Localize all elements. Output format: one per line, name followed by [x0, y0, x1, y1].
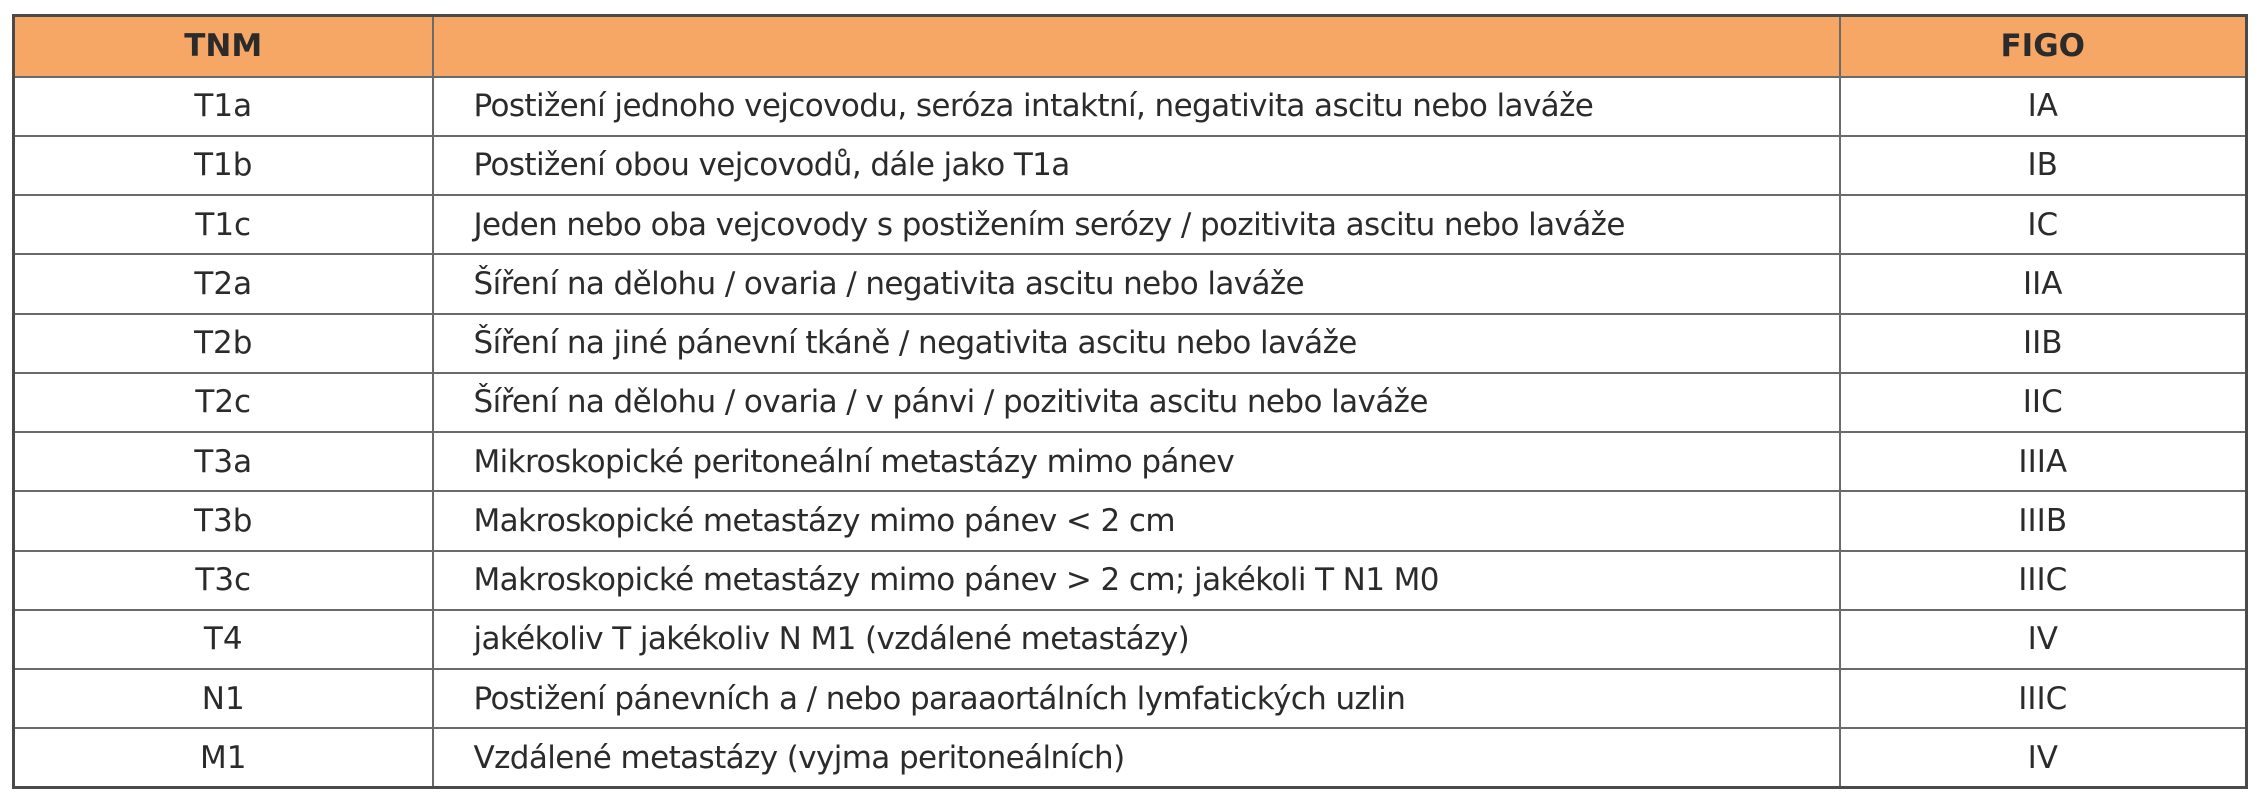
cell-description: Šíření na dělohu / ovaria / negativita ascitu nebo laváže	[433, 254, 1840, 313]
table-row	[14, 610, 2247, 669]
cell-tnm: T1b	[14, 136, 433, 195]
table-row	[14, 551, 2247, 610]
cell-description: jakékoliv T jakékoliv N M1 (vzdálené metastázy)	[433, 610, 1840, 669]
cell-tnm: N1	[14, 669, 433, 728]
cell-figo: IV	[1840, 610, 2247, 669]
table-row	[14, 314, 2247, 373]
table-row	[14, 728, 2247, 787]
header-tnm: TNM	[14, 16, 433, 77]
cell-description: Šíření na jiné pánevní tkáně / negativita ascitu nebo laváže	[433, 314, 1840, 373]
table-row	[14, 254, 2247, 313]
cell-tnm: T3a	[14, 432, 433, 491]
cell-tnm: T2a	[14, 254, 433, 313]
cell-description: Postižení obou vejcovodů, dále jako T1a	[433, 136, 1840, 195]
cell-description: Postižení jednoho vejcovodu, seróza intaktní, negativita ascitu nebo laváže	[433, 77, 1840, 136]
cell-figo: IIB	[1840, 314, 2247, 373]
cell-description: Jeden nebo oba vejcovody s postižením serózy / pozitivita ascitu nebo laváže	[433, 195, 1840, 254]
cell-figo: IIC	[1840, 373, 2247, 432]
cell-description: Postižení pánevních a / nebo paraaortálních lymfatických uzlin	[433, 669, 1840, 728]
cell-figo: IC	[1840, 195, 2247, 254]
cell-description: Makroskopické metastázy mimo pánev < 2 cm	[433, 491, 1840, 550]
cell-figo: IIIB	[1840, 491, 2247, 550]
table-row	[14, 136, 2247, 195]
table-row	[14, 491, 2247, 550]
table-row	[14, 669, 2247, 728]
cell-figo: IV	[2027, 739, 2058, 776]
cell-figo: IIA	[1840, 254, 2247, 313]
cell-figo: IIIA	[1840, 432, 2247, 491]
cell-tnm: T2b	[14, 314, 433, 373]
cell-description: Šíření na dělohu / ovaria / v pánvi / pozitivita ascitu nebo laváže	[433, 373, 1840, 432]
table-row	[14, 373, 2247, 432]
table-row	[14, 77, 2247, 136]
table-row	[14, 195, 2247, 254]
cell-description: Mikroskopické peritoneální metastázy mimo pánev	[433, 432, 1840, 491]
header-figo: FIGO	[1840, 16, 2247, 77]
staging-table-container	[12, 14, 2245, 789]
cell-tnm: T4	[14, 610, 433, 669]
cell-figo: IB	[1840, 136, 2247, 195]
cell-figo: IA	[1840, 77, 2247, 136]
cell-figo: IIIC	[1840, 669, 2247, 728]
cell-figo: IIIC	[1840, 551, 2247, 610]
cell-description: Vzdálené metastázy (vyjma peritoneálních)	[433, 728, 1840, 787]
cell-tnm: T3b	[14, 491, 433, 550]
tnm-figo-staging-table	[12, 14, 2248, 789]
cell-tnm: T1c	[14, 195, 433, 254]
cell-description: Makroskopické metastázy mimo pánev > 2 cm; jakékoli T N1 M0	[433, 551, 1840, 610]
cell-tnm: T2c	[14, 373, 433, 432]
cell-tnm: T3c	[14, 551, 433, 610]
header-description	[433, 16, 1840, 77]
table-row	[14, 432, 2247, 491]
cell-tnm: T1a	[14, 77, 433, 136]
cell-tnm: M1	[14, 728, 433, 787]
table-header-row	[14, 16, 2247, 77]
